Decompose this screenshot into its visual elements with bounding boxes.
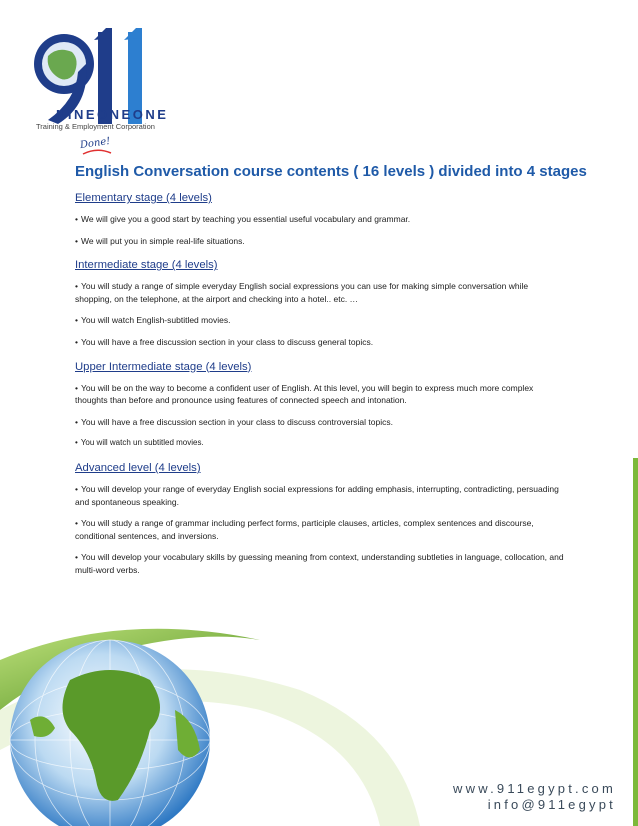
stage-heading: Intermediate stage (4 levels) (75, 259, 218, 272)
list-item: • You will watch English-subtitled movies. (75, 315, 231, 326)
list-item: • You will study a range of simple everyday English social expressions you can use for making simple conversation while shopping, on the telephone, at the airport and checking into a hotel.. etc. … (75, 281, 529, 304)
list-item: • You will study a range of grammar including perfect forms, participle clauses, articles, complex sentences and discourse, conditional sentences, and inversions. (75, 518, 534, 541)
logo-brand-name: NINEONEONE (56, 107, 169, 122)
stage-intermediate (75, 259, 565, 348)
list-item: • You will watch un subtitled movies. (75, 438, 204, 448)
logo-tagline: Training & Employment Corporation (36, 122, 155, 131)
list-item: • We will put you in simple real-life situations. (75, 235, 245, 246)
stage-heading: Upper Intermediate stage (4 levels) (75, 360, 252, 373)
list-item: • You will be on the way to become a confident user of English. At this level, you will begin to express much more complex thoughts than before and pronounce using features of connected speech and intonation. (75, 382, 534, 406)
stage-heading: Elementary stage (4 levels) (75, 192, 212, 204)
stage-elementary (75, 192, 565, 247)
list-item: • You will develop your range of everyday English social expressions for adding emphasis, interrupting, contradicting, persuading and spontaneous speaking. (75, 483, 559, 507)
done-badge: Done! (79, 135, 112, 152)
list-item: • You will have a free discussion section in your class to discuss general topics. (75, 336, 374, 347)
globe-artwork (0, 600, 420, 826)
decorative-green-bar (633, 458, 638, 826)
stage-heading: Advanced level (4 levels) (75, 461, 201, 474)
contact-footer (453, 781, 616, 812)
stage-advanced (75, 462, 565, 577)
list-item: • We will give you a good start by teaching you essential useful vocabulary and grammar. (75, 214, 411, 224)
website-link[interactable]: www.911egypt.com (453, 781, 616, 796)
course-content (75, 192, 565, 589)
stage-upper-intermediate (75, 361, 565, 450)
email-link[interactable]: info@911egypt (487, 796, 616, 812)
list-item: • You will develop your vocabulary skills by guessing meaning from context, understanding subtleties in language, collocation, and multi-word verbs. (75, 552, 564, 575)
list-item: • You will have a free discussion section in your class to discuss controversial topics. (75, 416, 393, 427)
done-swoosh-icon (82, 148, 112, 156)
page-title: English Conversation course contents ( 16 levels ) divided into 4 stages (75, 163, 587, 180)
